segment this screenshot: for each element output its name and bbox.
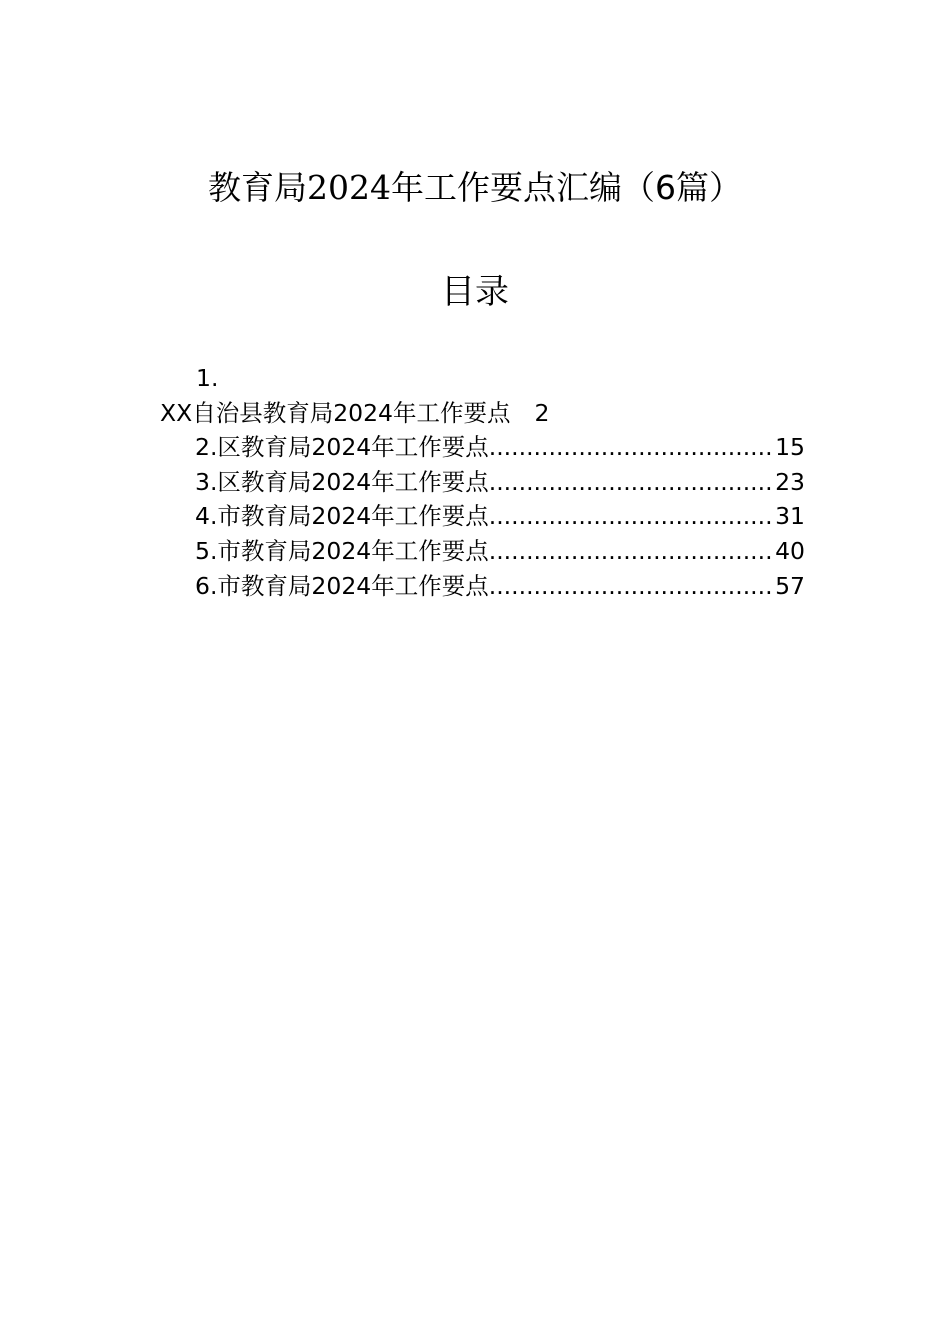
toc-entry-page: 40 xyxy=(775,536,805,565)
document-title xyxy=(0,166,950,210)
toc-heading: 目录 xyxy=(441,272,509,312)
toc-entry-page: 15 xyxy=(775,433,805,462)
dot-leader xyxy=(489,499,775,534)
toc-entry-1-number: 1. xyxy=(196,364,219,392)
toc-entry-title: 5.市教育局2024年工作要点 xyxy=(195,536,489,565)
toc-entry-title: 2.区教育局2024年工作要点 xyxy=(195,433,489,462)
toc-entry[interactable] xyxy=(195,569,805,604)
toc-entry-title: 3.区教育局2024年工作要点 xyxy=(195,467,489,496)
toc-entry[interactable] xyxy=(195,430,805,465)
toc-entry[interactable] xyxy=(195,534,805,569)
dot-leader xyxy=(489,534,775,569)
dot-leader xyxy=(489,465,775,500)
toc-entry-1[interactable] xyxy=(0,396,950,431)
toc-entry-1-title: XX自治县教育局2024年工作要点 xyxy=(160,398,511,427)
toc-entry-title: 6.市教育局2024年工作要点 xyxy=(195,571,489,600)
title-year: 2024 xyxy=(307,168,391,207)
dot-leader xyxy=(489,430,775,465)
title-prefix: 教育局 xyxy=(208,168,307,207)
table-of-contents xyxy=(0,361,950,603)
toc-entry-page: 57 xyxy=(775,571,805,600)
toc-entry-page: 31 xyxy=(775,502,805,531)
toc-entry-1-page: 2 xyxy=(534,398,550,427)
title-suffix: 年工作要点汇编（6篇） xyxy=(390,168,742,207)
toc-entry-page: 23 xyxy=(775,467,805,496)
dot-leader xyxy=(489,569,775,604)
toc-entry-title: 4.市教育局2024年工作要点 xyxy=(195,502,489,531)
toc-entry[interactable] xyxy=(195,499,805,534)
toc-entry[interactable] xyxy=(195,465,805,500)
